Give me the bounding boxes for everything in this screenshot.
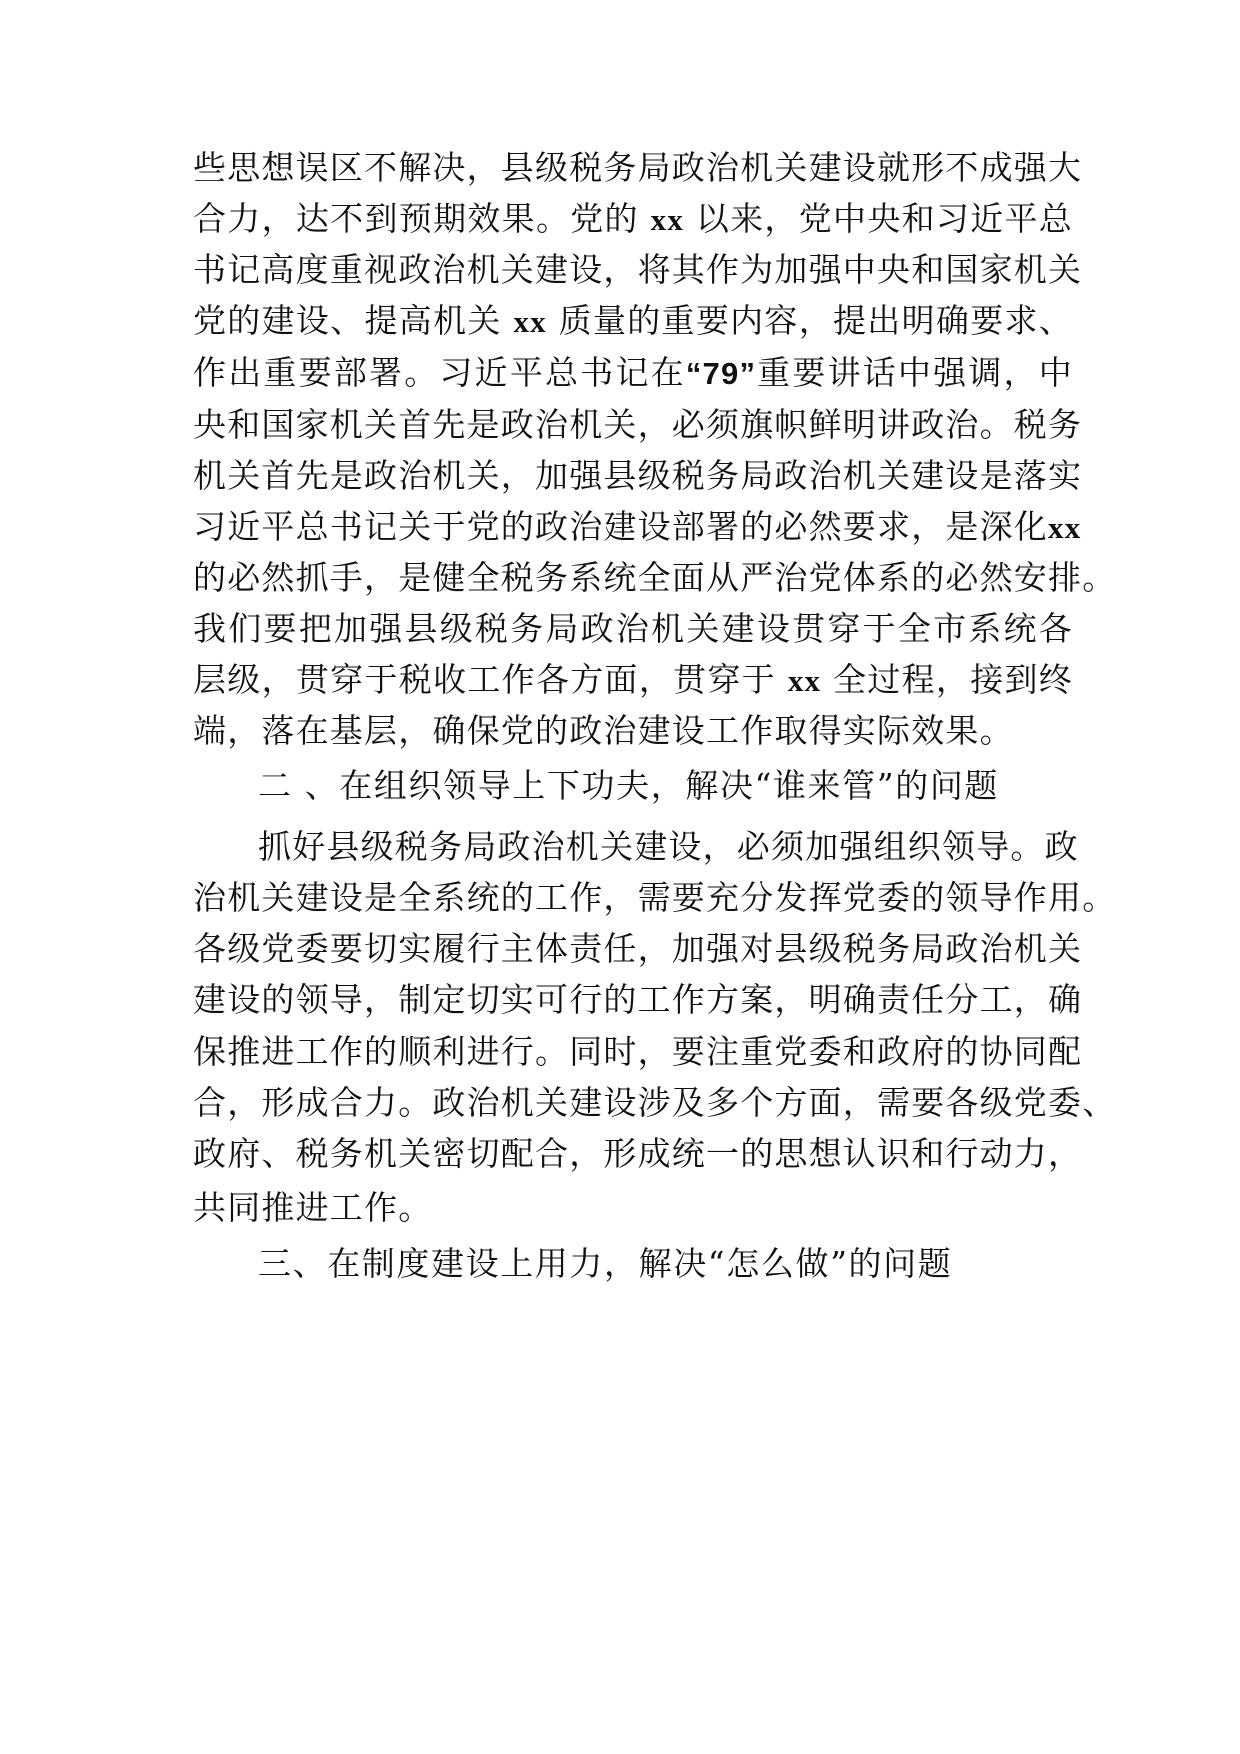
text-run: 的必然抓手，是健全税务系统全面从严治党体系的必然安排。 (193, 558, 1117, 597)
paragraph-line (193, 507, 1082, 547)
text-run: 重要讲话中强调，中 (756, 353, 1073, 392)
text-run: 作出重要部署。习近平总书记在 (193, 353, 686, 392)
section-heading: 三、在制度建设上用力，解决“怎么做”的问题 (258, 1244, 953, 1283)
text-run: 合力，达不到预期效果。党的 (193, 199, 651, 238)
text-run: 机关首先是政治机关，加强县级税务局政治机关建设是落实 (193, 456, 1083, 495)
paragraph-line (193, 660, 1073, 700)
text-run: 党的建设、提高机关 (193, 301, 514, 340)
paragraph-line: 抓好县级税务局政治机关建设，必须加强组织领导。政 (258, 827, 1079, 866)
bold-placeholder: xx (787, 663, 822, 698)
bold-quoted-number: “79” (685, 356, 757, 391)
bold-placeholder: xx (513, 304, 547, 339)
text-run: 以来，党中央和习近平总 (684, 199, 1073, 238)
paragraph-line (193, 301, 1073, 341)
text-run: 书记高度重视政治机关建设，将其作为加强中央和国家机关 (193, 250, 1083, 289)
text-run: 些思想误区不解决，县级税务局政治机关建设就形不成强大 (193, 148, 1083, 187)
paragraph-line (193, 405, 1083, 445)
text-run: 全过程，接到终 (821, 660, 1073, 699)
text-run: 质量的重要内容，提出明确要求、 (546, 301, 1073, 340)
text-run: 央和国家机关首先是政治机关，必须旗帜鲜明讲政治。税务 (193, 405, 1083, 444)
text-run: 层级，贯穿于税收工作各方面，贯穿于 (193, 660, 788, 699)
paragraph-line: 治机关建设是全系统的工作，需要充分发挥党委的领导作用。 (193, 878, 1117, 917)
paragraph-line (193, 711, 1073, 751)
paragraph-line: 各级党委要切实履行主体责任，加强对县级税务局政治机关 (193, 929, 1083, 968)
text-run: 端，落在基层，确保党的政治建设工作取得实际效果。 (193, 711, 1014, 750)
paragraph-line: 合，形成合力。政治机关建设涉及多个方面，需要各级党委、 (193, 1083, 1117, 1122)
section-heading: 二 、在组织领导上下功夫，解决“谁来管”的问题 (258, 766, 1000, 805)
paragraph-line (193, 456, 1083, 496)
paragraph-line: 共同推进工作。 (193, 1188, 433, 1227)
text-run: 我们要把加强县级税务局政治机关建设贯穿于全市系统各 (193, 609, 1073, 648)
paragraph-line: 建设的领导，制定切实可行的工作方案，明确责任分工，确 (193, 980, 1083, 1019)
bold-placeholder: xx (1048, 510, 1082, 545)
bold-placeholder: xx (650, 202, 685, 237)
paragraph-line (193, 353, 1073, 393)
paragraph-line: 政府、税务机关密切配合，形成统一的思想认识和行动力， (193, 1134, 1083, 1173)
paragraph-line (193, 199, 1073, 239)
paragraph-line (193, 609, 1073, 649)
paragraph-line (193, 558, 1117, 598)
paragraph-line: 保推进工作的顺利进行。同时，要注重党委和政府的协同配 (193, 1032, 1083, 1071)
text-run: 习近平总书记关于党的政治建设部署的必然要求，是深化 (193, 507, 1048, 546)
paragraph-line (193, 148, 1083, 188)
paragraph-line (193, 250, 1083, 290)
